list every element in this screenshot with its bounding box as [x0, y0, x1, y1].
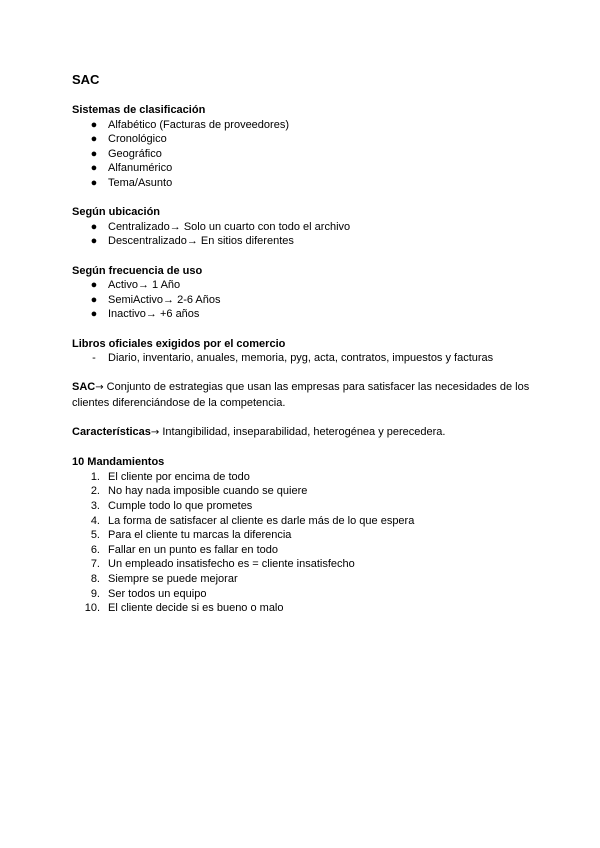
list-number: 10. [84, 602, 100, 615]
section-heading: Según frecuencia de uso [72, 264, 203, 277]
list-item-text: La forma de satisfacer al cliente es darle más de lo que espera [108, 514, 415, 527]
bullet-list [72, 278, 532, 322]
bullet-list [72, 118, 532, 191]
list-item-text: SemiActivo→ 2-6 Años [108, 293, 221, 306]
list-item [72, 234, 532, 249]
list-item-text: Alfabético (Facturas de proveedores) [108, 118, 289, 131]
section-heading: Sistemas de clasificación [72, 104, 206, 116]
section-heading: Libros oficiales exigidos por el comercio [72, 337, 286, 350]
list-item-text: El cliente por encima de todo [108, 470, 250, 483]
list-item-text: Ser todos un equipo [108, 587, 207, 600]
bullet-icon: ● [90, 162, 98, 175]
list-item [72, 147, 532, 162]
list-item-text: Geográfico [108, 147, 162, 160]
bullet-icon: ● [90, 293, 98, 306]
list-item-text: Descentralizado→ En sitios diferentes [108, 235, 294, 248]
list-item [72, 278, 532, 293]
list-item-text: El cliente decide si es bueno o malo [108, 602, 284, 615]
bullet-icon: ● [90, 147, 98, 160]
definition-term: Características [72, 426, 151, 439]
document-content [72, 72, 532, 616]
list-item [72, 470, 532, 485]
list-item [72, 161, 532, 176]
definition-text: Conjunto de estrategias que usan las empresas para satisfacer las necesidades de los clientes diferenciándose de la competencia. [72, 381, 530, 409]
bullet-icon: ● [90, 279, 98, 292]
dash-icon: - [92, 352, 96, 365]
list-item [72, 132, 532, 147]
list-number: 9. [90, 587, 100, 600]
list-item-text: Para el cliente tu marcas la diferencia [108, 529, 292, 542]
list-item-text: Diario, inventario, anuales, memoria, pyg, acta, contratos, impuestos y facturas [108, 352, 494, 365]
list-item [72, 176, 532, 191]
list-number: 1. [90, 470, 100, 483]
list-item [72, 528, 532, 543]
bullet-icon: ● [90, 133, 98, 146]
dash-list [72, 351, 532, 366]
section-heading: Según ubicación [72, 206, 161, 219]
definition-text: Intangibilidad, inseparabilidad, heterogénea y perecedera. [159, 426, 446, 439]
list-item-text: Activo→ 1 Año [108, 279, 181, 292]
list-item [72, 307, 532, 322]
list-number: 7. [90, 558, 100, 571]
list-item-text: No hay nada imposible cuando se quiere [108, 485, 308, 498]
section-frecuencia [72, 264, 532, 322]
section-ubicacion [72, 205, 532, 249]
bullet-icon: ● [90, 176, 98, 189]
document-title: SAC [72, 72, 100, 87]
sac-definition [72, 380, 532, 410]
list-item-text: Un empleado insatisfecho es = cliente insatisfecho [108, 558, 355, 571]
list-item-text: Tema/Asunto [108, 176, 173, 189]
numbered-list [72, 470, 532, 616]
section-heading: 10 Mandamientos [72, 456, 165, 469]
bullet-icon: ● [90, 118, 98, 131]
list-item-text: Inactivo→ +6 años [108, 308, 200, 321]
list-number: 5. [90, 529, 100, 542]
list-number: 8. [90, 573, 100, 585]
list-item [72, 499, 532, 514]
arrow-icon: → [150, 427, 160, 439]
list-item [72, 514, 532, 529]
bullet-list [72, 220, 532, 249]
list-item [72, 601, 532, 616]
bullet-icon: ● [90, 235, 98, 248]
arrow-icon: → [95, 382, 104, 394]
list-item [72, 484, 532, 499]
list-item-text: Alfanumérico [108, 162, 173, 175]
list-item [72, 587, 532, 602]
list-item [72, 557, 532, 572]
list-item [72, 293, 532, 308]
section-libros [72, 337, 532, 366]
list-item-text: Centralizado→ Solo un cuarto con todo el archivo [108, 220, 351, 233]
caracteristicas-definition [72, 425, 532, 441]
section-clasificacion [72, 103, 532, 191]
list-item [72, 543, 532, 558]
list-item [72, 351, 532, 366]
list-item [72, 118, 532, 133]
list-item [72, 572, 532, 587]
section-mandamientos [72, 455, 532, 616]
list-number: 2. [90, 485, 100, 498]
list-number: 3. [90, 500, 100, 513]
bullet-icon: ● [90, 308, 98, 321]
definition-term: SAC [72, 381, 96, 394]
list-number: 6. [90, 543, 100, 556]
list-item-text: Siempre se puede mejorar [108, 573, 238, 585]
list-number: 4. [90, 514, 100, 527]
list-item-text: Cronológico [108, 133, 167, 146]
list-item-text: Cumple todo lo que prometes [108, 500, 253, 513]
bullet-icon: ● [90, 220, 98, 233]
list-item [72, 220, 532, 235]
list-item-text: Fallar en un punto es fallar en todo [108, 543, 279, 556]
